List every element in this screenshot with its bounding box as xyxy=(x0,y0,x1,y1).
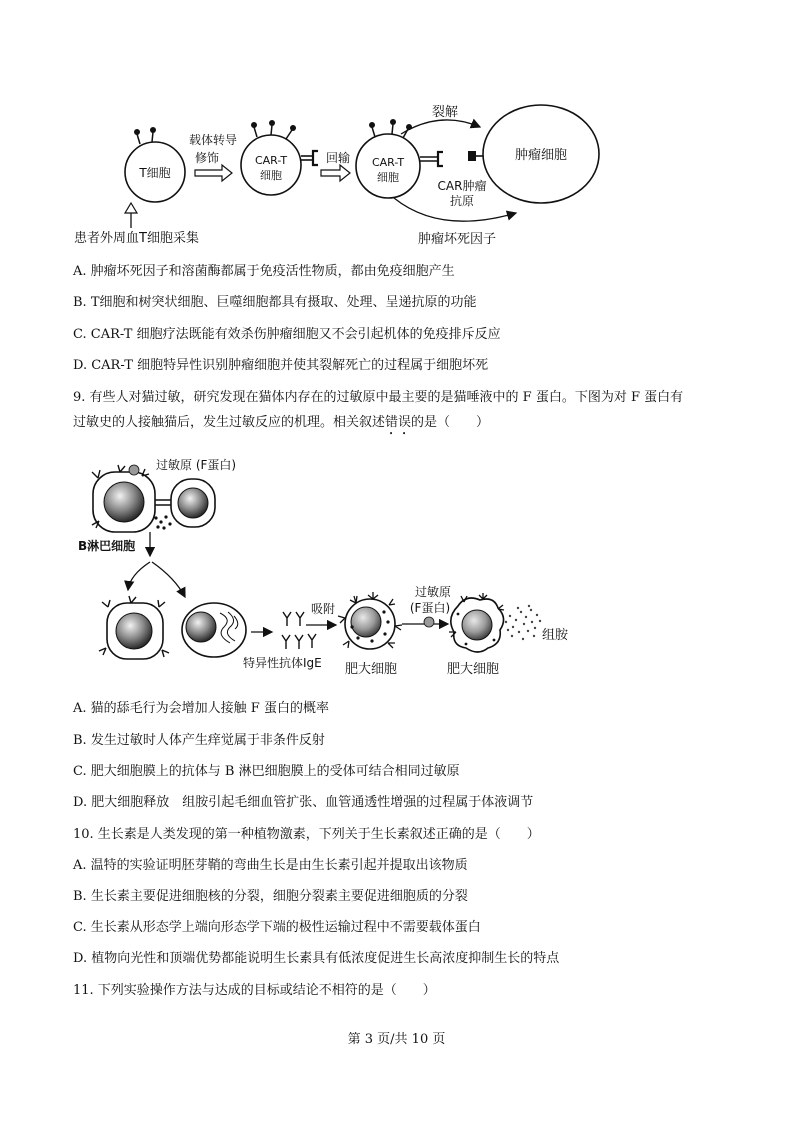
q8-option-c: C. CAR-T 细胞疗法既能有效杀伤肿瘤细胞又不会引起机体的免疫排斥反应 xyxy=(73,327,501,342)
allergen-top-label: 过敏原 (F蛋白) xyxy=(156,458,237,472)
q8-option-d: D. CAR-T 细胞特异性识别肿瘤细胞并使其裂解死亡的过程属于细胞坏死 xyxy=(73,358,489,373)
ige-label: 特异性抗体IgE xyxy=(243,656,322,670)
q10-option-b: B. 生长素主要促进细胞核的分裂，细胞分裂素主要促进细胞质的分裂 xyxy=(73,889,468,904)
q9-option-a: A. 猫的舔毛行为会增加人接触 F 蛋白的概率 xyxy=(73,701,329,716)
allergen2-line2: (F蛋白) xyxy=(409,601,451,615)
step2-label: 回输 xyxy=(325,151,351,165)
tnf-label: 肿瘤坏死因子 xyxy=(418,232,497,247)
allergen2-line1: 过敏原 xyxy=(414,585,452,599)
q8-option-b: B. T细胞和树突状细胞、巨噬细胞都具有摄取、处理、呈递抗原的功能 xyxy=(73,295,477,310)
antigen-line2: 抗原 xyxy=(449,194,475,208)
q8-option-a: A. 肿瘤坏死因子和溶菌酶都属于免疫活性物质，都由免疫细胞产生 xyxy=(73,264,455,279)
q10-option-a: A. 温特的实验证明胚芽鞘的弯曲生长是由生长素引起并提取出该物质 xyxy=(73,858,468,873)
antigen-line1: CAR肿瘤 xyxy=(437,179,487,193)
car-t-1-line2: 细胞 xyxy=(260,169,282,182)
step1-line2: 修饰 xyxy=(194,151,220,165)
q9-option-c: C. 肥大细胞膜上的抗体与 B 淋巴细胞膜上的受体可结合相同过敏原 xyxy=(73,764,460,779)
mast-cell-2-label: 肥大细胞 xyxy=(447,662,500,677)
t-cell-label: T细胞 xyxy=(139,166,171,180)
q9-stem-line2: 过敏史的人接触猫后，发生过敏反应的机理。相关叙述错误的是（ ） xyxy=(73,415,490,430)
emphasis-wrong: 错误 xyxy=(385,415,412,430)
q9-option-b: B. 发生过敏时人体产生痒觉属于非条件反射 xyxy=(73,733,325,748)
car-t-1-line1: CAR-T xyxy=(254,154,288,167)
lysis-label: 裂解 xyxy=(431,105,459,120)
page-footer: 第 3 页/共 10 页 xyxy=(347,1032,446,1047)
collect-label: 患者外周血T细胞采集 xyxy=(74,231,199,246)
car-t-2-line1: CAR-T xyxy=(371,156,405,169)
tumor-cell-label: 肿瘤细胞 xyxy=(514,148,568,163)
histamine-label: 组胺 xyxy=(542,628,569,643)
q9-stem-line1: 9. 有些人对猫过敏，研究发现在猫体内存在的过敏原中最主要的是猫唾液中的 F 蛋白。下图为对 F 蛋白有 xyxy=(73,390,684,405)
q10-stem: 10. 生长素是人类发现的第一种植物激素，下列关于生长素叙述正确的是（ ） xyxy=(73,827,540,842)
q9-option-d: D. 肥大细胞释放 组胺引起毛细血管扩张、血管通透性增强的过程属于体液调节 xyxy=(73,795,534,810)
car-t-2-line2: 细胞 xyxy=(377,171,399,184)
q10-option-c: C. 生长素从形态学上端向形态学下端的极性运输过程中不需要载体蛋白 xyxy=(73,920,481,935)
mast-cell-1-label: 肥大细胞 xyxy=(345,662,398,677)
adsorb-label: 吸附 xyxy=(311,602,336,616)
b-cell-label: B淋巴细胞 xyxy=(78,539,136,553)
q10-option-d: D. 植物向光性和顶端优势都能说明生长素具有低浓度促进生长高浓度抑制生长的特点 xyxy=(73,951,560,966)
q11-stem: 11. 下列实验操作方法与达成的目标或结论不相符的是（ ） xyxy=(73,983,436,998)
step1-line1: 载体转导 xyxy=(188,133,238,147)
